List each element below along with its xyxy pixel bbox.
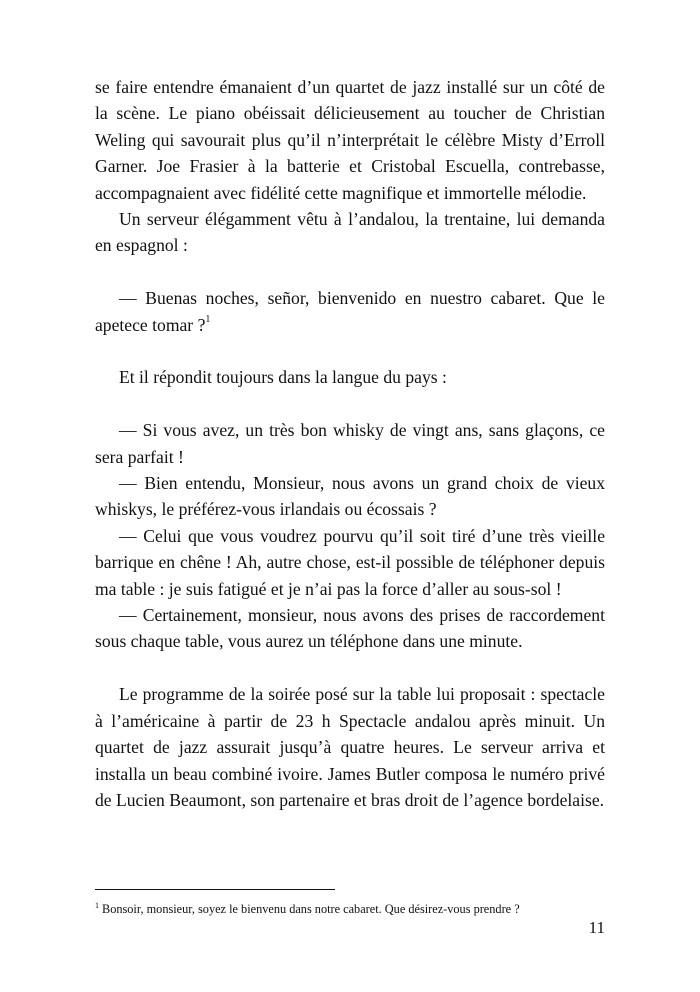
dialogue-spanish-text: — Buenas noches, señor, bienvenido en nuestro cabaret. Que le apetece tomar ?	[95, 288, 605, 335]
paragraph-gap	[95, 655, 605, 681]
paragraph-gap	[95, 391, 605, 417]
dialogue-line-choice: — Bien entendu, Monsieur, nous avons un grand choix de vieux whiskys, le préférez-vous irlandais ou écossais ?	[95, 473, 605, 520]
paragraph-reply: Et il répondit toujours dans la langue du pays :	[119, 367, 447, 388]
page-number: 11	[588, 918, 605, 937]
paragraph-programme: Le programme de la soirée posé sur la table lui proposait : spectacle à l’américaine à partir de 23 h Spectacle andalou après minuit. Un quartet de jazz assurait jusqu’à quatre heures. Le serveur arriva et installa un beau combiné ivoire. James Butler composa le numéro privé de Lucien Beaumont, son partenaire et bras droit de l’agence bordelaise.	[95, 684, 605, 810]
dialogue-line-phone-request: — Celui que vous voudrez pourvu qu’il soit tiré d’une très vieille barrique en chêne ! Ah, autre chose, est-il possible de téléphoner depuis ma table : je suis fatigué et je n’ai pas la force d’aller au sous-sol !	[95, 525, 605, 599]
footnote-reference[interactable]: 1	[205, 313, 211, 325]
footnote-marker: 1	[95, 900, 99, 910]
footnote-text: Bonsoir, monsieur, soyez le bienvenu dans notre cabaret. Que désirez-vous prendre ?	[102, 902, 520, 916]
footnote	[95, 901, 615, 917]
dialogue-line-phone-answer: — Certainement, monsieur, nous avons des prises de raccordement sous chaque table, vous aurez un téléphone dans une minute.	[95, 605, 605, 652]
footnote-divider	[95, 889, 335, 890]
paragraph-quartet: se faire entendre émanaient d’un quartet de jazz installé sur un côté de la scène. Le piano obéissait délicieusement au toucher de Christian Weling qui savourait plus qu’il n’interprétait le célèbre Misty d’Erroll Garner. Joe Frasier à la batterie et Cristobal Escuella, contrebasse, accompagnaient avec fidélité cette magnifique et immortelle mélodie.	[95, 77, 605, 203]
dialogue-line-whisky: — Si vous avez, un très bon whisky de vingt ans, sans glaçons, ce sera parfait !	[95, 420, 605, 467]
paragraph-gap	[95, 338, 605, 364]
paragraph-gap	[95, 259, 605, 285]
dialogue-line-spanish	[95, 285, 605, 338]
body-text	[95, 74, 605, 813]
paragraph-waiter: Un serveur élégamment vêtu à l’andalou, la trentaine, lui demanda en espagnol :	[95, 209, 605, 256]
